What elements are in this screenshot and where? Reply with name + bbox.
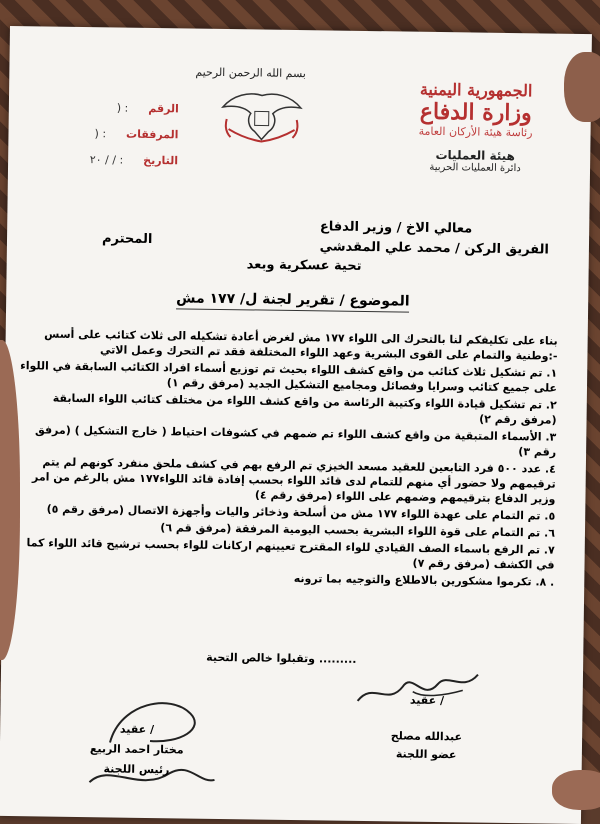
date-row — [68, 147, 178, 175]
recipient-address — [320, 217, 550, 260]
body-item-8: ٨. تكرموا مشكورين بالاطلاع والتوجيه بما ترونه . — [293, 572, 555, 589]
sig-right-role: عضو اللجنة — [395, 747, 457, 762]
right-thumb — [564, 52, 600, 122]
basmala: بسم الله الرحمن الرحيم — [195, 65, 307, 81]
body-item-1: ١. تم تشكيل ثلاث كتائب من واقع كشف اللواء بحيث تم توزيع أسماء افراد الكتائب السابقة في اللواء على جميع كتائب وسرايا وفصائل ومجاميع التشكيل الجديد (مرفق رقم ١) — [20, 359, 558, 395]
recipient-line-2: الفريق الركن / محمد علي المقدشي — [319, 239, 550, 258]
letterhead-left — [68, 95, 179, 175]
war-operations-dept: دائرة العمليات الحربية — [429, 161, 521, 175]
staff-name: رئاسة هيئة الأركان العامة — [418, 124, 533, 140]
sig-right-rank: عقيد / — [409, 693, 445, 708]
body-intro: بناء على تكليفكم لنا بالتحرك الى اللواء ١٧٧ مش لغرض أعادة تشكيله الى ثلاث كتائب على أسس وطنية والتمام على القوى البشرية وعهد اللواء المختلفة فقد تم التحرك وعمل الاتي:- — [44, 327, 558, 363]
ministry-name: وزارة الدفاع — [419, 98, 532, 127]
signature-block-left — [89, 719, 183, 780]
republic-name: الجمهورية اليمنية — [419, 79, 533, 101]
sig-right-name: عبدالله مصلح — [390, 729, 463, 744]
sig-left-role: رئيس اللجنة — [103, 762, 170, 777]
attachments-label: المرفقات — [125, 127, 179, 142]
paper-document — [0, 26, 592, 824]
body-item-3: ٣. الأسماء المتبقية من واقع كشف اللواء تم ضمهم في كشوفات احتياط ( خارج التشكيل ) (مرفق رقم ٣) — [34, 423, 557, 459]
body-item-2: ٢. تم تشكيل قيادة اللواء وكتيبة الرئاسة من واقع كشف اللواء من مختلف كتائب اللواء السابقة (مرفق رقم ٢) — [52, 391, 557, 427]
ref-number-value: : ( — [116, 101, 129, 115]
body-item-4: ٤. عدد ٥٠٠ فرد التابعين للعقيد مسعد الخيزي تم الرفع بهم في كشف ملحق منفرد كونهم لم يتم ترقيمهم ولا حضور أي منهم للتمام لدى قائد اللواء بحسب إفادة قائد اللواء١٧٧ مش بالرغم من امر وزير الدفاع بترقيمهم وضمهم على اللواء (مرفق رقم ٤) — [31, 455, 556, 506]
closing-line: وتقبلوا خالص التحية ......... — [206, 650, 357, 666]
body-item-5: ٥. تم التمام على عهدة اللواء ١٧٧ مش من أسلحة وذخائر واليات وأجهزة الاتصال (مرفق رقم ٥) — [46, 502, 556, 523]
body-item-7: ٧. تم الرفع باسماء الصف القيادي للواء المقترح تعيينهم اركانات للواء بحسب ترشيح قائد اللواء كما في الكشف (مرفق رقم ٧) — [26, 536, 555, 572]
date-label: التاريخ — [143, 153, 179, 168]
respect-word: المحترم — [101, 231, 153, 248]
subject-line: الموضوع / تقرير لجنة ل/ ١٧٧ مش — [176, 290, 410, 312]
sig-left-name: مختار احمد الربيع — [89, 742, 184, 757]
signature-block-right — [390, 691, 462, 764]
yemen-eagle-emblem-icon — [218, 89, 305, 146]
letter-body — [14, 326, 558, 592]
letterhead-right — [390, 79, 561, 174]
date-value: : / / ٢٠ — [89, 153, 124, 167]
recipient-line-1: معالي الاخ / وزير الدفاع — [319, 219, 473, 237]
attachments-row — [68, 121, 178, 149]
greeting: تحية عسكرية وبعد — [246, 257, 362, 274]
ref-number-label: الرقم — [148, 101, 179, 116]
attachments-value: : ( — [94, 127, 107, 141]
sig-left-rank: عقيد / — [119, 722, 155, 737]
bottom-right-finger — [552, 770, 600, 810]
operations-authority: هيئة العمليات — [435, 147, 516, 164]
ref-number-row — [69, 95, 179, 123]
body-item-6: ٦. تم التمام على قوة اللواء البشرية بحسب اليومية المرفقة (مرفق قم ٦) — [160, 521, 556, 540]
